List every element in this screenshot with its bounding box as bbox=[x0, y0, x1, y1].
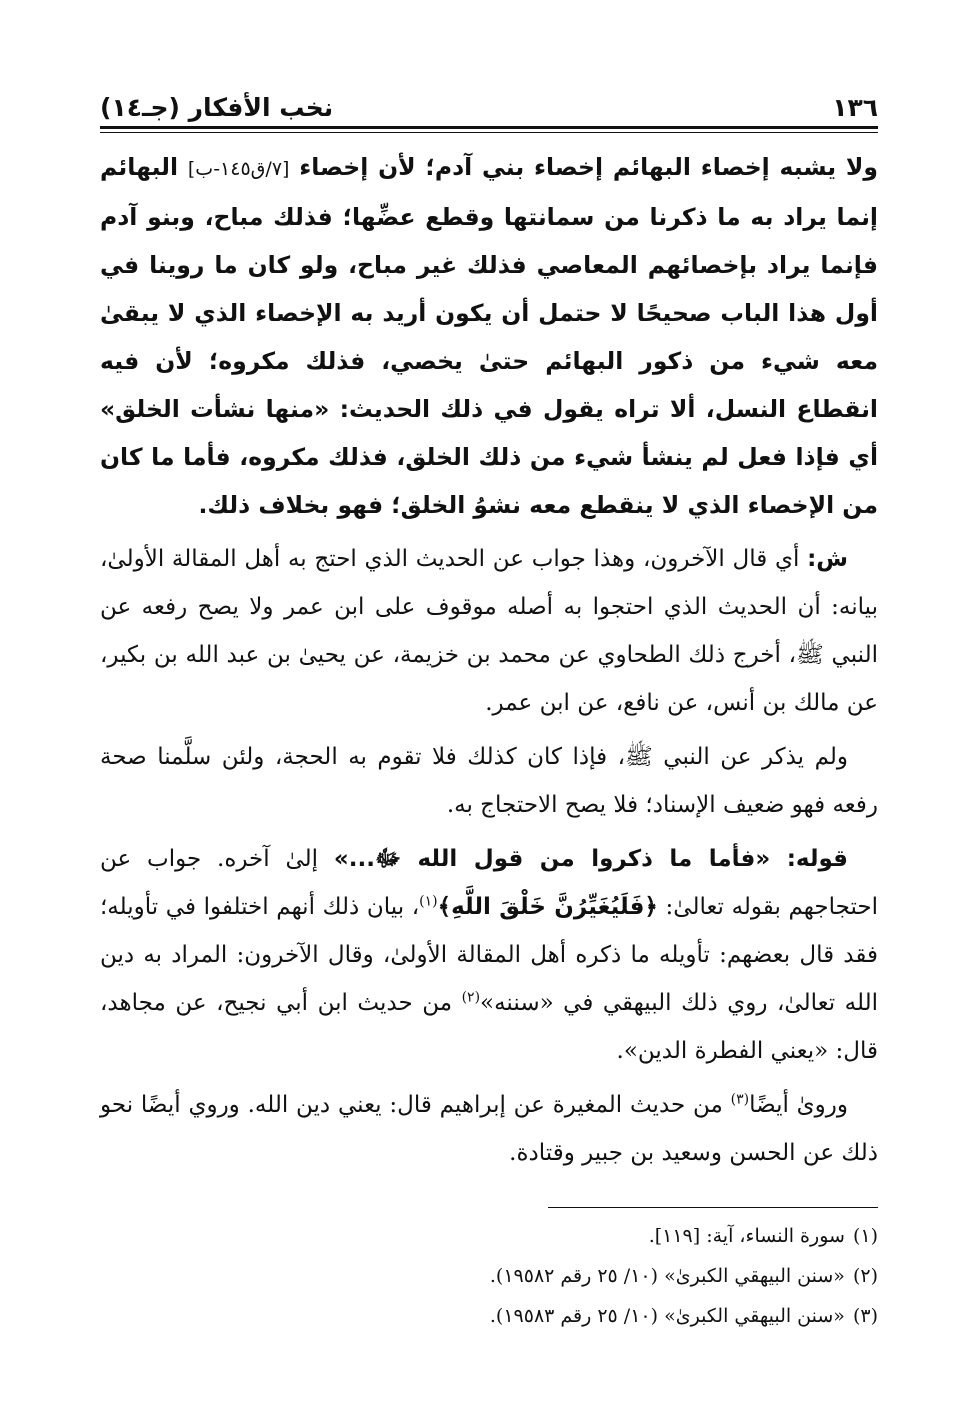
sharh-p1-text: أي قال الآخرون، وهذا جواب عن الحديث الذي احتج به أهل المقالة الأولىٰ، بيانه: أن الحديث الذي احتجوا به أصله موقوف على ابن عمر ولا يصح رفعه عن النبي ﷺ، أخرج ذلك الطحاوي عن محمد بن خزيمة، عن يحيىٰ بن عبد الله بن بكير، عن مالك بن أنس، عن نافع، عن ابن عمر. bbox=[100, 546, 878, 716]
sharh-paragraph-2 bbox=[100, 733, 878, 829]
sharh-marker: ش: bbox=[807, 546, 848, 572]
sharh-p3-text-c: من حديث ابن أبي نجيح، عن مجاهد، قال: «يعني الفطرة الدين». bbox=[100, 990, 878, 1064]
matn-paragraph bbox=[100, 143, 878, 529]
footnote-item bbox=[100, 1296, 878, 1336]
footnote-number: (١) bbox=[852, 1225, 878, 1247]
header-rule-thick bbox=[100, 126, 878, 129]
matn-part2: البهائم إنما يراد به ما ذكرنا من سمانتها وقطع عضِّها؛ فذلك مباح، وبنو آدم فإنما يراد بإخصائهم المعاصي فذلك غير مباح، ولو كان ما روينا في أول هذا الباب صحيحًا لا حتمل أن يكون أريد به الإخصاء الذي لا يبقىٰ معه شيء من ذكور البهائم حتىٰ يخصي، فذلك مكروه؛ لأن فيه انقطاع النسل، ألا تراه يقول في ذلك الحديث: «منها نشأت الخلق» أي فإذا فعل لم ينشأ شيء من ذلك الخلق، فذلك مكروه، فأما ما كان من الإخصاء الذي لا ينقطع معه نشوُ الخلق؛ فهو بخلاف ذلك. bbox=[100, 153, 878, 519]
footnotes bbox=[100, 1216, 878, 1336]
manuscript-ref: [٧/ق١٤٥-ب] bbox=[187, 158, 290, 180]
book-page bbox=[100, 78, 878, 1336]
sharh-p4-text-a: وروىٰ أيضًا bbox=[749, 1092, 848, 1118]
qawluhu-label: قوله: «فأما ما ذكروا من قول الله ﷻ...» bbox=[333, 846, 848, 872]
sharh-paragraph-4 bbox=[100, 1081, 878, 1177]
footnote-ref-2: (٢) bbox=[461, 989, 481, 1006]
page-number: ١٣٦ bbox=[832, 93, 878, 122]
header-rule-thin bbox=[100, 132, 878, 133]
sharh-paragraph-1 bbox=[100, 535, 878, 727]
footnote-text: «سنن البيهقي الكبرىٰ» (١٠/ ٢٥ رقم ١٩٥٨٣). bbox=[489, 1305, 845, 1327]
footnote-text: سورة النساء، آية: [١١٩]. bbox=[648, 1225, 845, 1247]
quran-verse: ﴿فَلَيُغَيِّرُنَّ خَلْقَ اللَّهِ﴾ bbox=[437, 894, 658, 920]
page-header bbox=[100, 78, 878, 122]
sharh-p4-text-b: من حديث المغيرة عن إبراهيم قال: يعني دين الله. وروي أيضًا نحو ذلك عن الحسن وسعيد بن جبير وقتادة. bbox=[100, 1092, 878, 1166]
sharh-p3-text-a: إلىٰ آخره. جواب عن احتجاجهم بقوله تعالىٰ: bbox=[100, 846, 878, 920]
main-text bbox=[100, 143, 878, 1177]
sharh-p3-text-b: ، بيان ذلك أنهم اختلفوا في تأويله؛ فقد قال بعضهم: تأويله ما ذكره أهل المقالة الأولىٰ، وقال الآخرون: المراد به دين الله تعالىٰ، روي ذلك البيهقي في «سننه» bbox=[100, 894, 878, 1016]
footnote-ref-3: (٣) bbox=[730, 1091, 750, 1108]
footnote-text: «سنن البيهقي الكبرىٰ» (١٠/ ٢٥ رقم ١٩٥٨٢). bbox=[489, 1265, 845, 1287]
sharh-paragraph-3 bbox=[100, 835, 878, 1075]
footnote-number: (٢) bbox=[852, 1265, 878, 1287]
footnote-separator bbox=[548, 1207, 878, 1208]
sharh-p2-text: ولم يذكر عن النبي ﷺ، فإذا كان كذلك فلا تقوم به الحجة، ولئن سلَّمنا صحة رفعه فهو ضعيف الإسناد؛ فلا يصح الاحتجاج به. bbox=[100, 744, 878, 818]
footnote-number: (٣) bbox=[852, 1305, 878, 1327]
footnote-item bbox=[100, 1256, 878, 1296]
footnote-item bbox=[100, 1216, 878, 1256]
matn-part1: ولا يشبه إخصاء البهائم إخصاء بني آدم؛ لأن إخصاء bbox=[299, 153, 879, 181]
book-title: نخب الأفكار (جـ١٤) bbox=[100, 93, 334, 122]
footnote-ref-1: (١) bbox=[419, 893, 438, 910]
